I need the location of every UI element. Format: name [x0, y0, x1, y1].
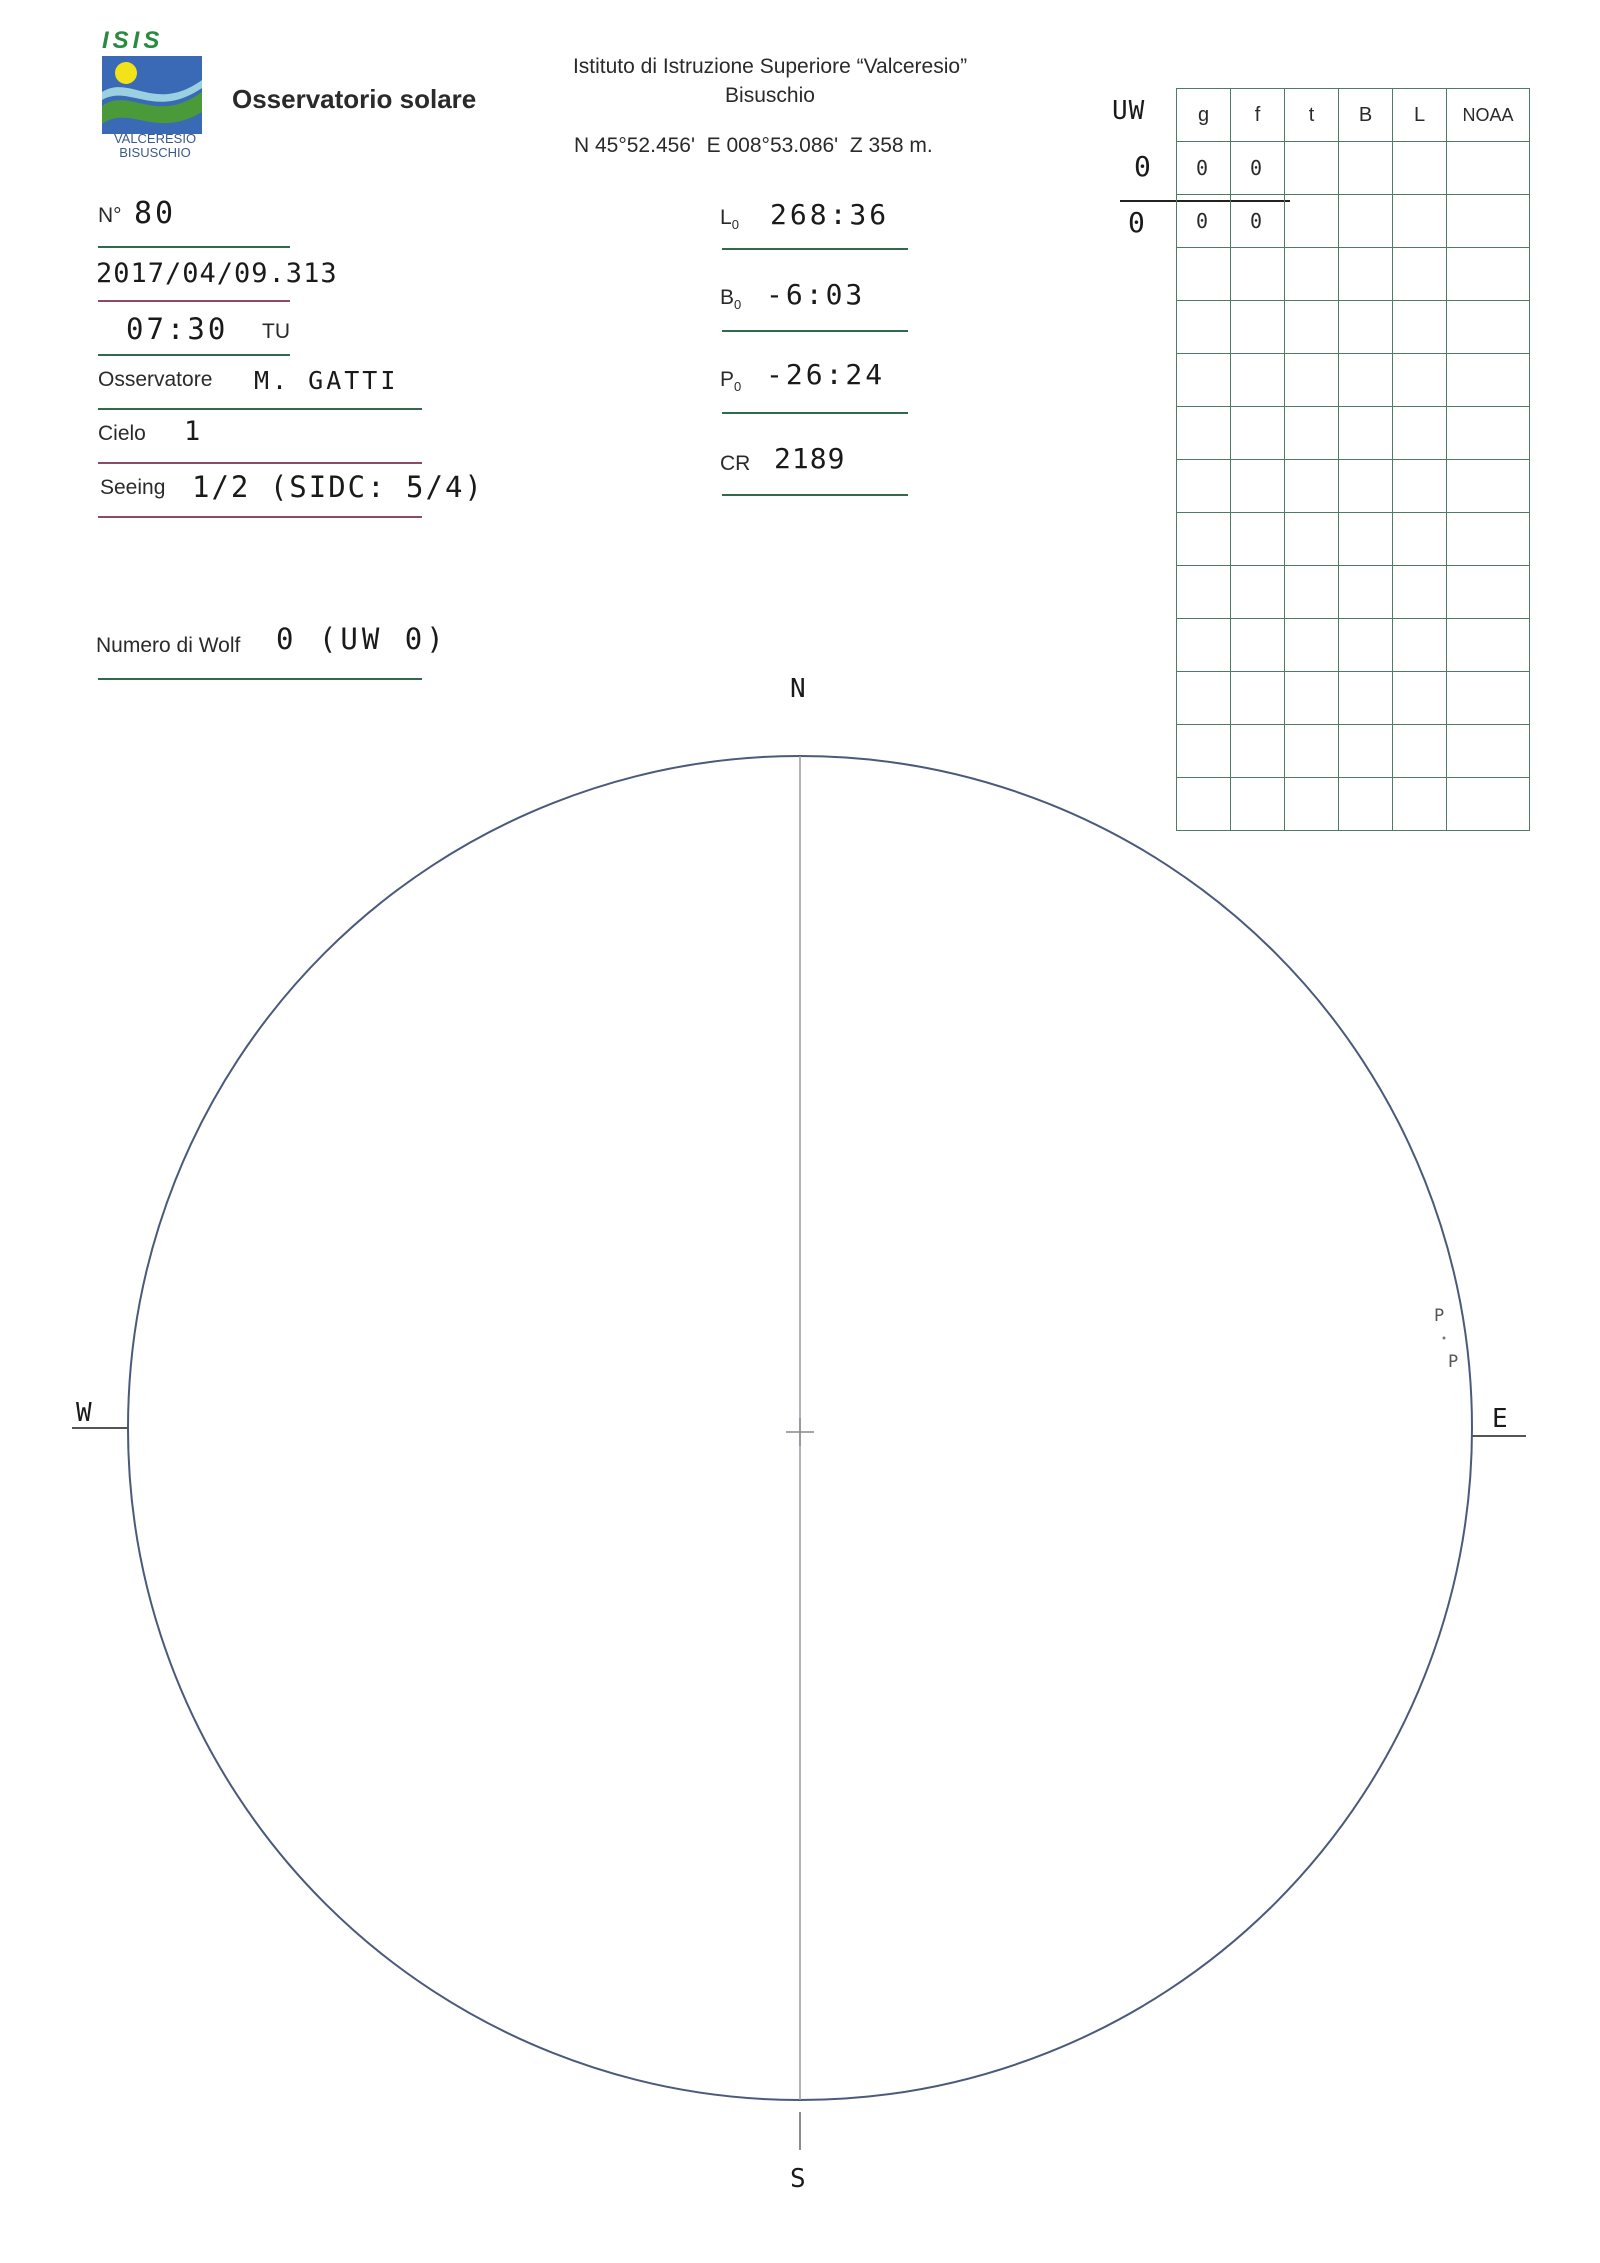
page-title: Osservatorio solare — [232, 84, 477, 114]
p0-value: -26:24 — [766, 358, 886, 391]
seeing-value: 1/2 (SIDC: 5/4) — [192, 470, 484, 504]
header-g: g — [1177, 89, 1231, 142]
header-t: t — [1285, 89, 1339, 142]
logo-caption-2: BISUSCHIO — [119, 145, 191, 160]
uw-row-1: 0 — [1134, 150, 1154, 183]
header-b: B — [1339, 89, 1393, 142]
cr-value: 2189 — [774, 442, 846, 475]
time-unit: TU — [262, 320, 290, 343]
l0-letter: L — [720, 206, 732, 229]
b0-subscript: 0 — [734, 297, 742, 313]
sky-label: Cielo — [98, 422, 146, 445]
cr-label: CR — [720, 452, 751, 475]
l0-value: 268:36 — [770, 198, 890, 231]
row-1-f: 0 — [1231, 142, 1285, 195]
l0-subscript: 0 — [731, 217, 739, 233]
seeing-label: Seeing — [100, 476, 166, 499]
row-1-g: 0 — [1177, 142, 1231, 195]
observer-value: M. GATTI — [254, 366, 399, 395]
annotation-p2: P — [1448, 1352, 1459, 1372]
logo-caption-1: VALCERESIO — [113, 131, 197, 146]
p0-letter: P — [720, 368, 735, 391]
b0-letter: B — [720, 286, 735, 309]
date-value: 2017/04/09.313 — [96, 258, 338, 289]
annotation-dot — [1443, 1337, 1446, 1340]
south-label: S — [790, 2164, 809, 2194]
observatory-coordinates: N 45°52.456' E 008°53.086' Z 358 m. — [574, 134, 933, 157]
p0-subscript: 0 — [734, 379, 742, 395]
header-f: f — [1231, 89, 1285, 142]
row-2-g: 0 — [1177, 195, 1231, 248]
logo-text: ISIS — [102, 28, 164, 54]
east-label: E — [1492, 1404, 1511, 1434]
number-value: 80 — [134, 196, 177, 231]
number-label: N° — [98, 204, 122, 227]
wolf-label: Numero di Wolf — [96, 634, 241, 657]
time-value: 07:30 — [126, 312, 229, 346]
b0-value: -6:03 — [766, 278, 866, 311]
uw-row-2: 0 — [1128, 206, 1148, 239]
header-noaa: NOAA — [1447, 89, 1530, 142]
school-line-1: Istituto di Istruzione Superiore “Valceresio” — [572, 55, 968, 78]
school-line-2: Bisuschio — [725, 84, 815, 107]
uw-header: UW — [1112, 96, 1146, 126]
north-label: N — [790, 674, 809, 704]
west-label: W — [76, 1398, 95, 1428]
annotation-p1: P — [1434, 1306, 1445, 1326]
header-l: L — [1393, 89, 1447, 142]
row-2-f: 0 — [1231, 195, 1285, 248]
sky-value: 1 — [184, 416, 204, 447]
wolf-value: 0 (UW 0) — [276, 622, 448, 656]
observer-label: Osservatore — [98, 368, 213, 391]
